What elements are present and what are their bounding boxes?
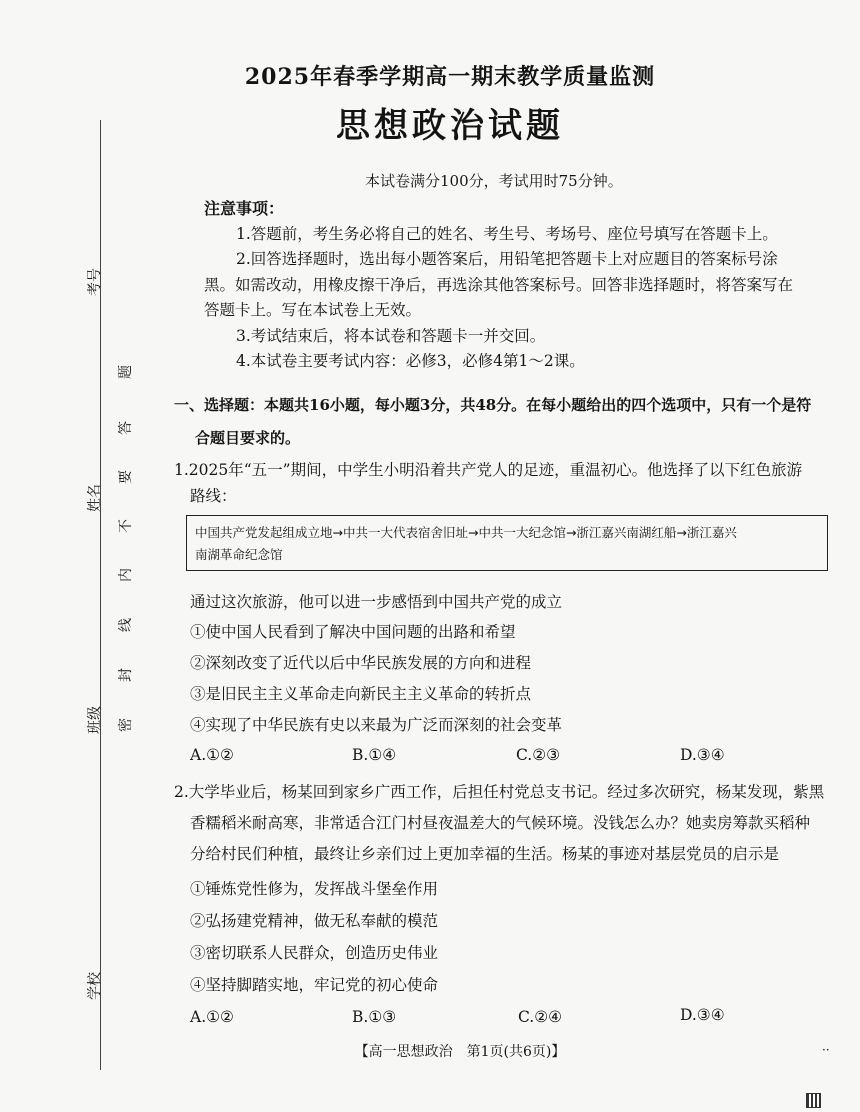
q1-item: ①使中国人民看到了解决中国问题的出路和希望	[190, 623, 516, 641]
notice-line: 答题卡上。写在本试卷上无效。	[204, 301, 422, 319]
notice-line: 黑。如需改动，用橡皮擦干净后，再选涂其他答案标号。回答非选择题时，将答案写在	[204, 276, 794, 294]
q2-option-a[interactable]: A.①②	[190, 1008, 234, 1026]
q1-stem-cont: 路线：	[190, 487, 237, 505]
q2-item: ②弘扬建党精神，做无私奉献的模范	[190, 912, 439, 930]
notice-line: 1.答题前，考生务必将自己的姓名、考生号、考场号、座位号填写在答题卡上。	[236, 225, 778, 243]
q2-option-b[interactable]: B.①③	[352, 1008, 397, 1026]
section-heading-cont: 合题目要求的。	[195, 429, 301, 447]
q1-item: ④实现了中华民族有史以来最为广泛而深刻的社会变革	[190, 716, 563, 734]
qr-code-icon	[806, 1093, 821, 1108]
notice-heading: 注意事项：	[204, 199, 285, 218]
exam-title: 2025年春季学期高一期末教学质量监测	[244, 64, 656, 90]
seal-char: 密	[118, 718, 134, 732]
q1-item: ③是旧民主主义革命走向新民主主义革命的转折点	[190, 685, 532, 703]
route-line: 中国共产党发起组成立地→中共一大代表宿舍旧址→中共一大纪念馆→浙江嘉兴南湖红船→浙江嘉兴	[195, 525, 737, 540]
q2-stem-cont: 香糯稻米耐高寒，非常适合江门村昼夜温差大的气候环境。没钱怎么办？她卖房筹款买稻种	[190, 814, 811, 832]
seal-char: 不	[118, 519, 134, 533]
seal-char: 封	[118, 668, 134, 682]
footer-mark: ··	[822, 1043, 830, 1057]
q1-option-d[interactable]: D.③④	[680, 746, 725, 764]
binding-line	[100, 120, 101, 1070]
seal-char: 内	[118, 568, 134, 582]
q1-option-b[interactable]: B.①④	[352, 746, 397, 764]
q1-lead: 通过这次旅游，他可以进一步感悟到中国共产党的成立	[190, 593, 563, 611]
seal-char: 题	[118, 365, 134, 379]
subject-title: 思想政治试题	[336, 106, 564, 146]
seal-char: 线	[118, 618, 134, 632]
exam-no-label: 考号	[87, 268, 103, 296]
notice-line: 3.考试结束后，将本试卷和答题卡一并交回。	[236, 327, 546, 345]
q2-item: ①锤炼党性修为，发挥战斗堡垒作用	[190, 880, 439, 898]
q1-stem: 1.2025年“五一”期间，中学生小明沿着共产党人的足迹，重温初心。他选择了以下红色旅游	[174, 461, 803, 479]
q2-option-c[interactable]: C.②④	[518, 1008, 563, 1026]
seal-char: 答	[118, 421, 134, 435]
school-label: 学校	[87, 972, 103, 1000]
binding-margin	[0, 0, 160, 1112]
q1-item: ②深刻改变了近代以后中华民族发展的方向和进程	[190, 654, 532, 672]
route-box	[186, 515, 828, 571]
q2-stem-cont: 分给村民们种植，最终让乡亲们过上更加幸福的生活。杨某的事迹对基层党员的启示是	[190, 845, 780, 863]
q1-option-a[interactable]: A.①②	[190, 746, 234, 764]
q2-item: ③密切联系人民群众，创造历史伟业	[190, 944, 439, 962]
q2-item: ④坚持脚踏实地，牢记党的初心使命	[190, 976, 439, 994]
class-label: 班级	[87, 706, 103, 734]
page-footer: 【高一思想政治 第1页(共6页)】	[354, 1044, 566, 1060]
q2-option-d[interactable]: D.③④	[680, 1006, 725, 1024]
route-line: 南湖革命纪念馆	[195, 547, 283, 562]
exam-meta: 本试卷满分100分，考试用时75分钟。	[365, 172, 623, 190]
notice-line: 4.本试卷主要考试内容：必修3，必修4第1～2课。	[236, 352, 585, 370]
seal-char: 要	[118, 470, 134, 484]
q2-stem: 2.大学毕业后，杨某回到家乡广西工作，后担任村党总支书记。经过多次研究，杨某发现，紫黑	[174, 783, 825, 801]
section-heading: 一、选择题：本题共16小题，每小题3分，共48分。在每小题给出的四个选项中，只有一个是符	[174, 396, 812, 414]
q1-option-c[interactable]: C.②③	[516, 746, 561, 764]
notice-line: 2.回答选择题时，选出每小题答案后，用铅笔把答题卡上对应题目的答案标号涂	[236, 250, 778, 268]
name-label: 姓名	[87, 484, 103, 512]
